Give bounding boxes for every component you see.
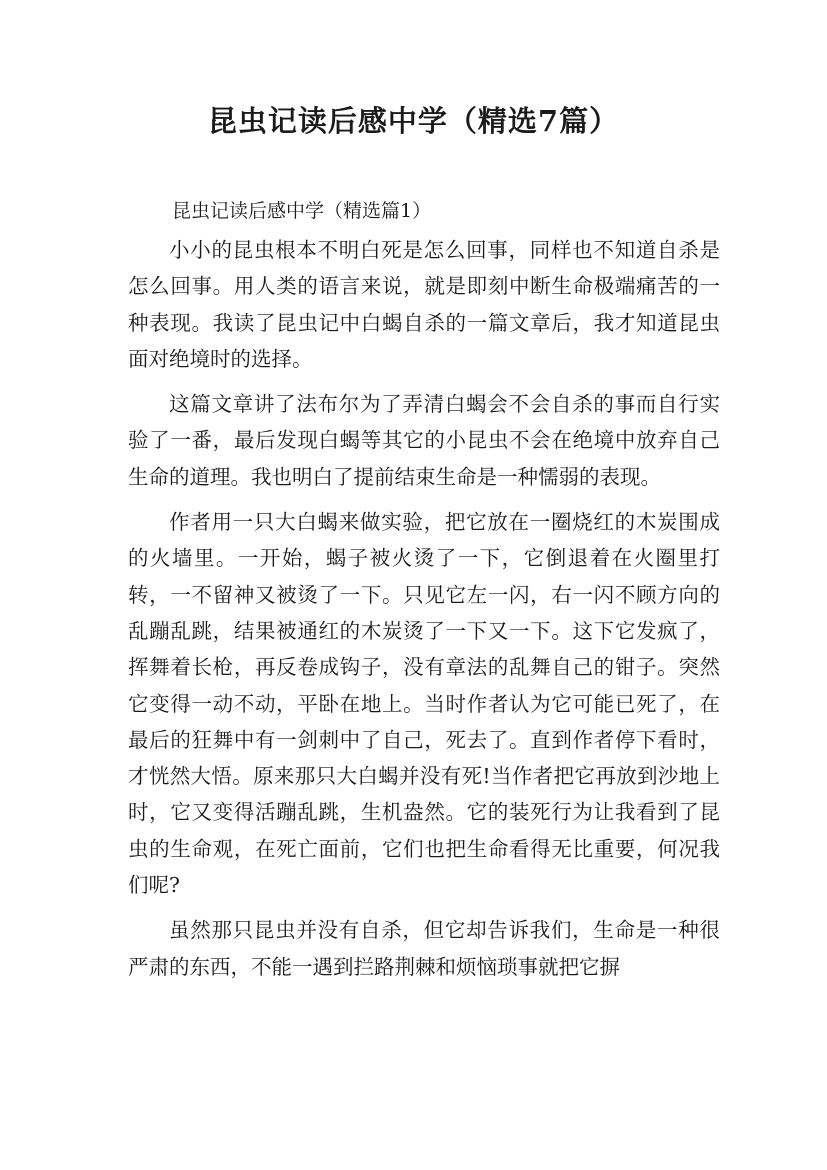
article-body xyxy=(128,232,720,994)
paragraph: 作者用一只大白蝎来做实验，把它放在一圈烧红的木炭围成的火墙里。一开始，蝎子被火烫了一下，它倒退着在火圈里打转，一不留神又被烫了一下。只见它左一闪，右一闪不顾方向的乱蹦乱跳，结果被通红的木炭烫了一下又一下。这下它发疯了，挥舞着长枪，再反卷成钩子，没有章法的乱舞自己的钳子。突然它变得一动不动，平卧在地上。当时作者认为它可能已死了，在最后的狂舞中有一剑刺中了自己，死去了。直到作者停下看时，才恍然大悟。原来那只大白蝎并没有死!当作者把它再放到沙地上时，它又变得活蹦乱跳，生机盎然。它的装死行为让我看到了昆虫的生命观，在死亡面前，它们也把生命看得无比重要，何况我们呢? xyxy=(128,510,720,898)
paragraph: 这篇文章讲了法布尔为了弄清白蝎会不会自杀的事而自行实验了一番，最后发现白蝎等其它的小昆虫不会在绝境中放弃自己生命的道理。我也明白了提前结束生命是一种懦弱的表现。 xyxy=(128,392,720,489)
paragraph: 虽然那只昆虫并没有自杀，但它却告诉我们，生命是一种很严肃的东西，不能一遇到拦路荆棘和烦恼琐事就把它摒 xyxy=(128,918,720,979)
paragraph: 小小的昆虫根本不明白死是怎么回事，同样也不知道自杀是怎么回事。用人类的语言来说，就是即刻中断生命极端痛苦的一种表现。我读了昆虫记中白蝎自杀的一篇文章后，我才知道昆虫面对绝境时的选择。 xyxy=(128,238,720,371)
section-subtitle: 昆虫记读后感中学（精选篇1） xyxy=(172,200,432,222)
page-title: 昆虫记读后感中学（精选7篇） xyxy=(207,104,620,138)
